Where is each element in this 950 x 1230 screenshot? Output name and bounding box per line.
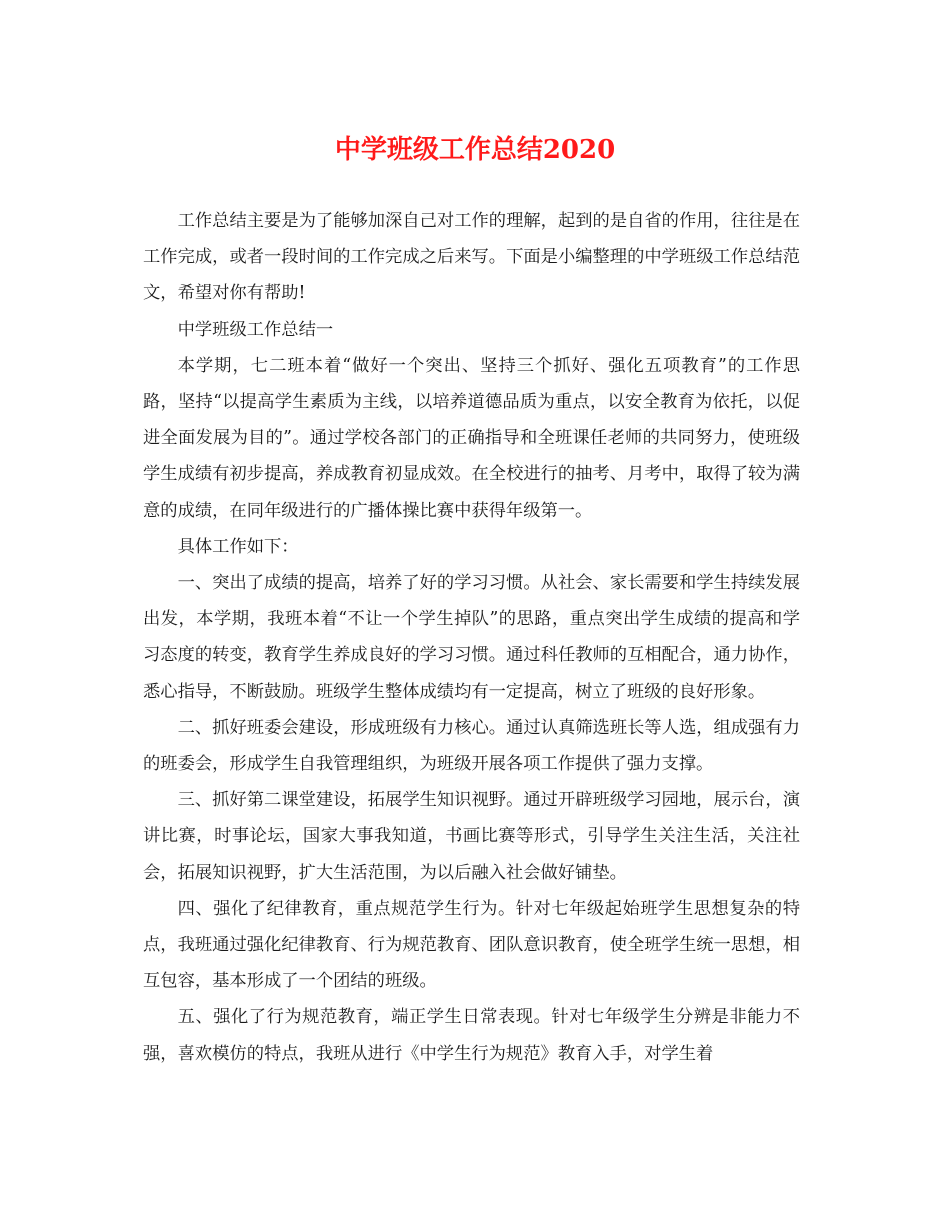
body-paragraph: 本学期，七二班本着“做好一个突出、坚持三个抓好、强化五项教育”的工作思路，坚持“以提高学生素质为主线，以培养道德品质为重点，以安全教育为依托，以促进全面发展为目的”。通过学校各部门的正确指导和全班课任老师的共同努力，使班级学生成绩有初步提高，养成教育初显成效。在全校进行的抽考、月考中，取得了较为满意的成绩，在同年级进行的广播体操比赛中获得年级第一。 bbox=[143, 355, 800, 521]
body-paragraph: 三、抓好第二课堂建设，拓展学生知识视野。通过开辟班级学习园地，展示台，演讲比赛，时事论坛，国家大事我知道，书画比赛等形式，引导学生关注生活，关注社会，拓展知识视野，扩大生活范围，为以后融入社会做好铺垫。 bbox=[143, 790, 800, 883]
body-paragraph: 二、抓好班委会建设，形成班级有力核心。通过认真筛选班长等人选，组成强有力的班委会，形成学生自我管理组织，为班级开展各项工作提供了强力支撑。 bbox=[143, 717, 800, 775]
document-title: 中学班级工作总结2020 bbox=[334, 135, 616, 165]
intro-paragraph: 工作总结主要是为了能够加深自己对工作的理解，起到的是自省的作用，往往是在工作完成，或者一段时间的工作完成之后来写。下面是小编整理的中学班级工作总结范文，希望对你有帮助! bbox=[143, 211, 800, 304]
section-heading: 中学班级工作总结一 bbox=[177, 319, 334, 340]
body-paragraph: 一、突出了成绩的提高，培养了好的学习习惯。从社会、家长需要和学生持续发展出发，本学期，我班本着“不让一个学生掉队”的思路，重点突出学生成绩的提高和学习态度的转变，教育学生养成良好的学习习惯。通过科任教师的互相配合，通力协作，悉心指导，不断鼓励。班级学生整体成绩均有一定提高，树立了班级的良好形象。 bbox=[143, 573, 800, 702]
document-body bbox=[143, 203, 800, 1072]
body-paragraph: 四、强化了纪律教育，重点规范学生行为。针对七年级起始班学生思想复杂的特点，我班通过强化纪律教育、行为规范教育、团队意识教育，使全班学生统一思想，相互包容，基本形成了一个团结的班级。 bbox=[143, 898, 800, 992]
body-paragraph: 五、强化了行为规范教育，端正学生日常表现。针对七年级学生分辨是非能力不强，喜欢模仿的特点，我班从进行《中学生行为规范》教育入手，对学生着 bbox=[143, 1007, 800, 1064]
body-paragraph: 具体工作如下： bbox=[177, 536, 299, 557]
